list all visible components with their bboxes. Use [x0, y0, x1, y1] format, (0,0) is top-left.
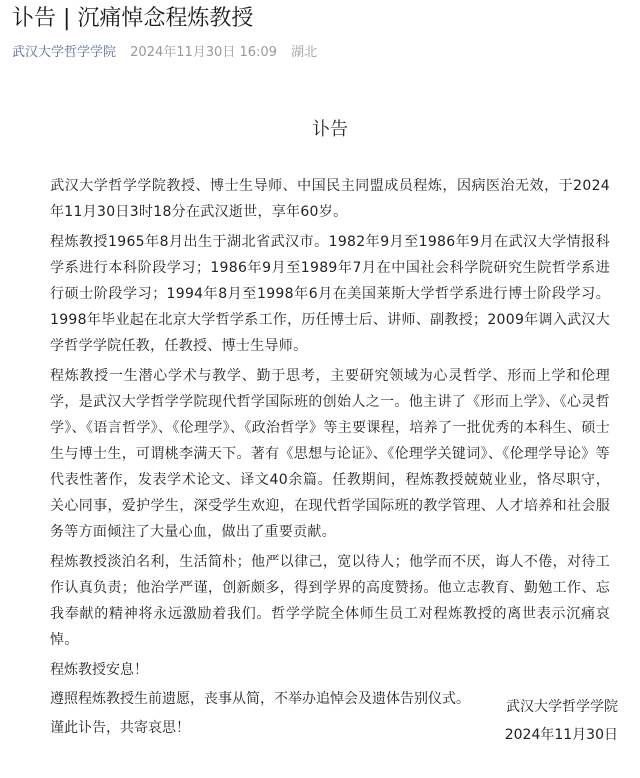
paragraph-biography	[50, 229, 610, 359]
signature-organization: 武汉大学哲学学院	[506, 699, 618, 715]
closing-line-funeral-arrangements: 遵照程炼教授生前遗愿，丧事从简，不举办追悼会及遗体告别仪式。	[50, 691, 470, 707]
paragraph-text: 程炼教授淡泊名利，生活简朴；他严以律己，宽以待人；他学而不厌，诲人不倦，对待工作认真负责；他治学严谨，创新颇多，得到学界的高度赞扬。他立志教育、勤勉工作、忘我奉献的精神将永远激励着我们。哲学学院全体师生员工对程炼教授的离世表示沉痛哀悼。	[50, 554, 610, 648]
article-meta	[12, 44, 317, 62]
paragraph-text: 程炼教授1965年8月出生于湖北省武汉市。1982年9月至1986年9月在武汉大学情报科学系进行本科阶段学习；1986年9月至1989年7月在中国社会科学院研究生院哲学系进行硕士阶段学习；1994年8月至1998年6月在美国莱斯大学哲学系进行博士阶段学习。1998年毕业起在北京大学哲学系工作，历任博士后、讲师、副教授；2009年调入武汉大学哲学学院任教，任教授、博士生导师。	[50, 234, 610, 354]
paragraph-announcement	[50, 173, 610, 225]
notice-heading: 讣告	[312, 119, 348, 140]
account-name-link[interactable]: 武汉大学哲学学院	[12, 45, 117, 60]
notice-body	[50, 117, 610, 744]
signature-block	[505, 693, 618, 749]
paragraph-character	[50, 549, 610, 653]
paragraph-text: 武汉大学哲学学院教授、博士生导师、中国民主同盟成员程炼，因病医治无效，于2024年11月30日3时18分在武汉逝世，享年60岁。	[50, 178, 610, 220]
article-title: 讣告 | 沉痛悼念程炼教授	[12, 6, 254, 31]
publish-location: 湖北	[291, 45, 318, 60]
paragraph-academic-career	[50, 363, 610, 545]
paragraph-text: 程炼教授一生潜心学术与教学、勤于思考，主要研究领域为心灵哲学、形而上学和伦理学，是武汉大学哲学学院现代哲学国际班的创始人之一。他主讲了《形而上学》、《心灵哲学》、《语言哲学》、《伦理学》、《政治哲学》等主要课程，培养了一批优秀的本科生、硕士生与博士生，可谓桃李满天下。著有《思想与论证》、《伦理学关键词》、《伦理学导论》等代表性著作，发表学术论文、译文40余篇。任教期间，程炼教授兢兢业业，恪尽职守，关心同事，爱护学生，深受学生欢迎，在现代哲学国际班的教学管理、人才培养和社会服务等方面倾注了大量心血，做出了重要贡献。	[50, 368, 610, 540]
publish-datetime: 2024年11月30日 16:09	[130, 45, 277, 60]
closing-line-rest-in-peace: 程炼教授安息！	[50, 662, 148, 678]
closing-line-final: 谨此讣告，共寄哀思！	[50, 720, 190, 736]
signature-date: 2024年11月30日	[504, 727, 618, 743]
